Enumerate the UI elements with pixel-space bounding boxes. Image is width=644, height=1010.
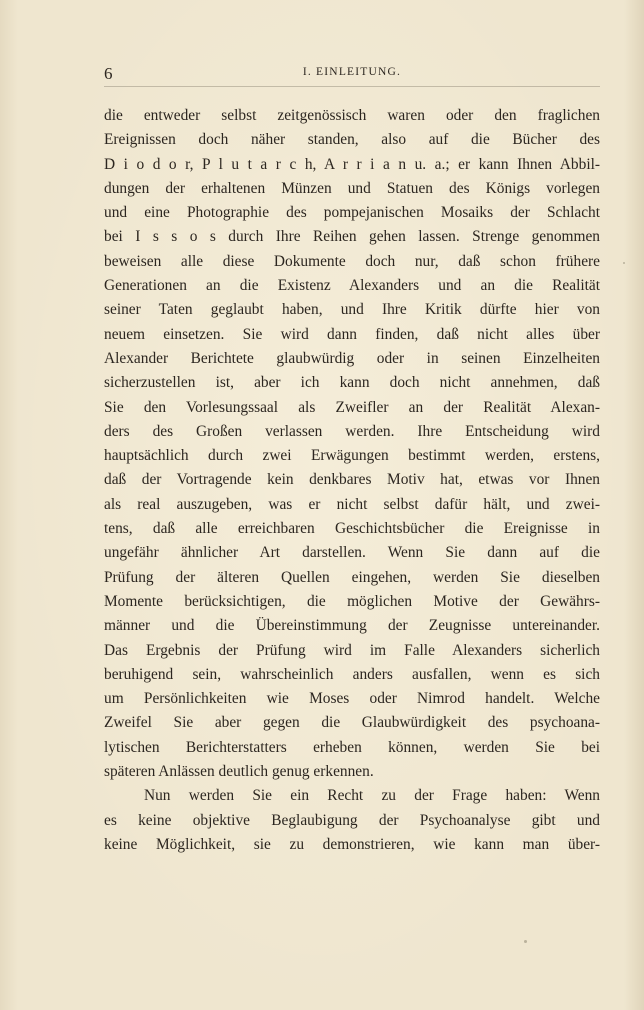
- page-number: 6: [104, 64, 113, 83]
- text-line: Generationen an die Existenz Alexanders und an die Realität: [104, 277, 600, 295]
- text-line: späteren Anlässen deutlich genug erkennen.: [104, 763, 374, 781]
- paper-speck: [524, 940, 527, 943]
- paragraph: [104, 104, 600, 784]
- text-line: beweisen alle diese Dokumente doch nur, daß schon frühere: [104, 252, 600, 270]
- paragraph: [104, 784, 600, 857]
- paper-speck: [623, 262, 625, 264]
- text-line: die entweder selbst zeitgenössisch waren oder den fraglichen: [104, 107, 600, 124]
- text-line: keine Möglichkeit, sie zu demonstrieren, wie kann man über-: [104, 835, 600, 853]
- section-title: I. EINLEITUNG.: [302, 66, 402, 78]
- text-line: Sie den Vorlesungssaal als Zweifler an der Realität Alexan-: [104, 398, 600, 416]
- text-line: D i o d o r, P l u t a r c h, A r r i a n u. a.; er kann Ihnen Abbil-: [104, 155, 600, 173]
- text-line: und eine Photographie des pompejanischen Mosaiks der Schlacht: [104, 204, 600, 222]
- text-line: Alexander Berichtete glaubwürdig oder in seinen Einzelheiten: [104, 349, 600, 367]
- text-line: Prüfung der älteren Quellen eingehen, werden Sie dieselben: [104, 568, 600, 586]
- text-line: Nun werden Sie ein Recht zu der Frage haben: Wenn: [144, 787, 600, 805]
- text-line: neuem einsetzen. Sie wird dann finden, daß nicht alles über: [104, 325, 600, 343]
- text-line: lytischen Berichterstatters erheben können, werden Sie bei: [104, 738, 600, 756]
- text-line: Zweifel Sie aber gegen die Glaubwürdigkeit des psychoana-: [104, 714, 600, 732]
- text-line: um Persönlichkeiten wie Moses oder Nimrod handelt. Welche: [104, 690, 600, 708]
- text-line: es keine objektive Beglaubigung der Psychoanalyse gibt und: [104, 811, 600, 829]
- text-line: beruhigend sein, wahrscheinlich anders ausfallen, wenn es sich: [104, 665, 600, 683]
- text-line: hauptsächlich durch zwei Erwägungen bestimmt werden, erstens,: [104, 447, 600, 465]
- text-line: daß der Vortragende kein denkbares Motiv hat, etwas vor Ihnen: [104, 471, 600, 489]
- text-line: bei I s s o s durch Ihre Reihen gehen lassen. Strenge genommen: [104, 228, 600, 246]
- text-line: Momente berücksichtigen, die möglichen Motive der Gewährs-: [104, 592, 600, 610]
- text-line: als real auszugeben, was er nicht selbst dafür hält, und zwei-: [104, 495, 600, 513]
- body-text: [104, 104, 600, 857]
- text-line: ders des Großen verlassen werden. Ihre Entscheidung wird: [104, 422, 600, 440]
- running-head: [104, 64, 600, 84]
- header-rule: [104, 86, 600, 87]
- text-line: sicherzustellen ist, aber ich kann doch nicht annehmen, daß: [104, 374, 600, 392]
- text-line: Das Ergebnis der Prüfung wird im Falle Alexanders sicherlich: [104, 641, 600, 659]
- text-line: männer und die Übereinstimmung der Zeugnisse untereinander.: [104, 617, 600, 635]
- text-line: seiner Taten geglaubt haben, und Ihre Kritik dürfte hier von: [104, 301, 600, 319]
- text-line: dungen der erhaltenen Münzen und Statuen des Königs vorlegen: [104, 179, 600, 197]
- text-line: Ereignissen doch näher standen, also auf die Bücher des: [104, 131, 600, 149]
- text-line: ungefähr ähnlicher Art darstellen. Wenn Sie dann auf die: [104, 544, 600, 562]
- text-line: tens, daß alle erreichbaren Geschichtsbücher die Ereignisse in: [104, 520, 600, 538]
